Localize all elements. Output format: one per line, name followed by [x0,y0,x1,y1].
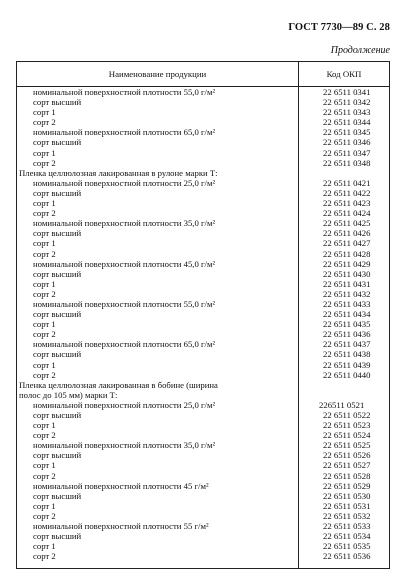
okp-code: 22 6511 0342 [323,97,371,108]
okp-code: 22 6511 0435 [323,319,371,330]
okp-code: 22 6511 0535 [323,541,371,552]
okp-code: 22 6511 0536 [323,551,371,562]
okp-code: 22 6511 0440 [323,369,371,380]
okp-code: 22 6511 0343 [323,107,371,118]
product-name: сорт 2 [33,329,56,340]
product-name: сорт 1 [33,198,56,209]
okp-code: 22 6511 0344 [323,117,371,128]
table-row [17,148,389,158]
table-row [17,430,389,440]
table-row [17,107,389,117]
table-row [17,420,389,430]
product-name: сорт высший [33,349,82,360]
product-name: сорт 1 [33,500,56,511]
okp-code: 22 6511 0522 [323,410,371,420]
table-row [17,481,389,491]
continued-label: Продолжение [330,45,390,56]
table-row [17,168,389,178]
product-name: сорт 1 [33,359,56,370]
product-name: номинальной поверхностной плотности 65,0 г/м² [33,127,216,138]
product-name: сорт высший [33,410,82,420]
table-row [17,259,389,269]
product-name: номинальной поверхностной плотности 55 г/м² [33,521,209,532]
okp-code: 22 6511 0439 [323,359,371,370]
okp-code: 22 6511 0423 [323,198,371,209]
product-name: номинальной поверхностной плотности 55,0 г/м² [33,298,216,309]
column-header-code: Код ОКП [326,69,362,79]
okp-code: 22 6511 0425 [323,218,371,229]
product-name: сорт 2 [33,117,56,128]
column-header-name: Наименование продукции [108,69,207,79]
product-name: сорт 2 [33,208,56,219]
product-name: сорт 2 [33,369,56,380]
product-name: номинальной поверхностной плотности 25,0 г/м² [33,177,216,188]
product-code-table [16,61,390,569]
product-name: сорт высший [33,309,82,320]
table-row [17,521,389,531]
product-name: сорт 1 [33,319,56,330]
table-row [17,158,389,168]
product-name: сорт высший [33,137,82,148]
product-name: Пленка целлюлозная лакированная в бобине (ширина [19,379,218,390]
product-name: сорт 1 [33,238,56,249]
okp-code: 22 6511 0524 [323,430,371,441]
okp-code: 22 6511 0534 [323,531,371,542]
okp-code: 22 6511 0437 [323,339,371,350]
okp-code: 22 6511 0434 [323,309,371,320]
product-name: сорт 2 [33,430,56,441]
okp-code: 22 6511 0348 [323,157,371,168]
table-row [17,309,389,319]
okp-code: 22 6511 0528 [323,470,371,481]
table-row [17,390,389,400]
okp-code: 22 6511 0427 [323,238,371,249]
okp-code: 22 6511 0345 [323,127,371,138]
table-row [17,137,389,147]
table-row [17,279,389,289]
table-row [17,460,389,470]
okp-code: 22 6511 0422 [323,187,371,198]
okp-code: 22 6511 0527 [323,460,371,471]
table-row [17,491,389,501]
product-name: сорт 2 [33,510,56,521]
okp-code: 22 6511 0438 [323,349,371,360]
product-name: сорт 2 [33,288,56,299]
table-row [17,208,389,218]
okp-code: 22 6511 0436 [323,329,371,340]
okp-code: 22 6511 0432 [323,288,371,299]
product-name: сорт высший [33,531,82,542]
product-name: сорт 1 [33,278,56,289]
table-row [17,97,389,107]
table-row [17,178,389,188]
table-row [17,188,389,198]
table-row [17,370,389,380]
okp-code: 22 6511 0525 [323,440,371,451]
product-name: сорт высший [33,450,82,461]
product-name: Пленка целлюлозная лакированная в рулоне марки Т: [19,167,218,178]
product-name: сорт 2 [33,248,56,259]
table-row [17,440,389,450]
product-name: сорт 1 [33,541,56,552]
table-row [17,198,389,208]
table-row [17,450,389,460]
page-header: ГОСТ 7730—89 С. 28 [288,22,390,33]
okp-code: 226511 0521 [319,399,365,410]
product-name: номинальной поверхностной плотности 35,0 г/м² [33,440,216,451]
table-row [17,289,389,299]
okp-code: 22 6511 0529 [323,480,371,491]
product-name: сорт высший [33,97,82,108]
table-row [17,349,389,359]
okp-code: 22 6511 0347 [323,147,371,158]
product-name: номинальной поверхностной плотности 45,0 г/м² [33,258,216,269]
product-name: номинальной поверхностной плотности 45 г/м² [33,480,209,491]
okp-code: 22 6511 0341 [323,87,371,97]
okp-code: 22 6511 0523 [323,420,371,431]
table-row [17,471,389,481]
table-row [17,360,389,370]
table-row [17,501,389,511]
product-name: сорт высший [33,268,82,279]
okp-code: 22 6511 0428 [323,248,371,259]
product-name: номинальной поверхностной плотности 65,0 г/м² [33,339,216,350]
okp-code: 22 6511 0430 [323,268,371,279]
okp-code: 22 6511 0530 [323,490,371,501]
okp-code: 22 6511 0531 [323,500,371,511]
table-row [17,551,389,561]
product-name: сорт 1 [33,460,56,471]
okp-code: 22 6511 0426 [323,228,371,239]
okp-code: 22 6511 0429 [323,258,371,269]
table-row [17,541,389,551]
table-row [17,339,389,349]
table-row [17,380,389,390]
okp-code: 22 6511 0424 [323,208,371,219]
table-row [17,400,389,410]
okp-code: 22 6511 0533 [323,521,371,532]
product-name: номинальной поверхностной плотности 55,0 г/м² [33,87,216,97]
okp-code: 22 6511 0532 [323,510,371,521]
okp-code: 22 6511 0433 [323,298,371,309]
product-name: номинальной поверхностной плотности 35,0 г/м² [33,218,216,229]
product-name: сорт 2 [33,551,56,562]
table-row [17,511,389,521]
table-row [17,117,389,127]
table-row [17,319,389,329]
table-row [17,218,389,228]
product-name: сорт 1 [33,420,56,431]
table-row [17,238,389,248]
product-name: сорт высший [33,187,82,198]
table-body [17,87,389,561]
table-row [17,127,389,137]
table-header [17,62,389,87]
product-name: номинальной поверхностной плотности 25,0 г/м² [33,399,216,410]
product-name: сорт 1 [33,147,56,158]
okp-code: 22 6511 0421 [323,177,371,188]
product-name: сорт высший [33,228,82,239]
product-name: сорт 2 [33,157,56,168]
table-row [17,299,389,309]
table-row [17,249,389,259]
okp-code: 22 6511 0526 [323,450,371,461]
table-row [17,87,389,97]
okp-code: 22 6511 0346 [323,137,371,148]
okp-code: 22 6511 0431 [323,278,371,289]
table-row [17,531,389,541]
table-row [17,269,389,279]
product-name: сорт 2 [33,470,56,481]
table-row [17,329,389,339]
product-name: сорт высший [33,490,82,501]
table-row [17,228,389,238]
table-row [17,410,389,420]
product-name: полос до 105 мм) марки Т: [19,389,118,400]
product-name: сорт 1 [33,107,56,118]
